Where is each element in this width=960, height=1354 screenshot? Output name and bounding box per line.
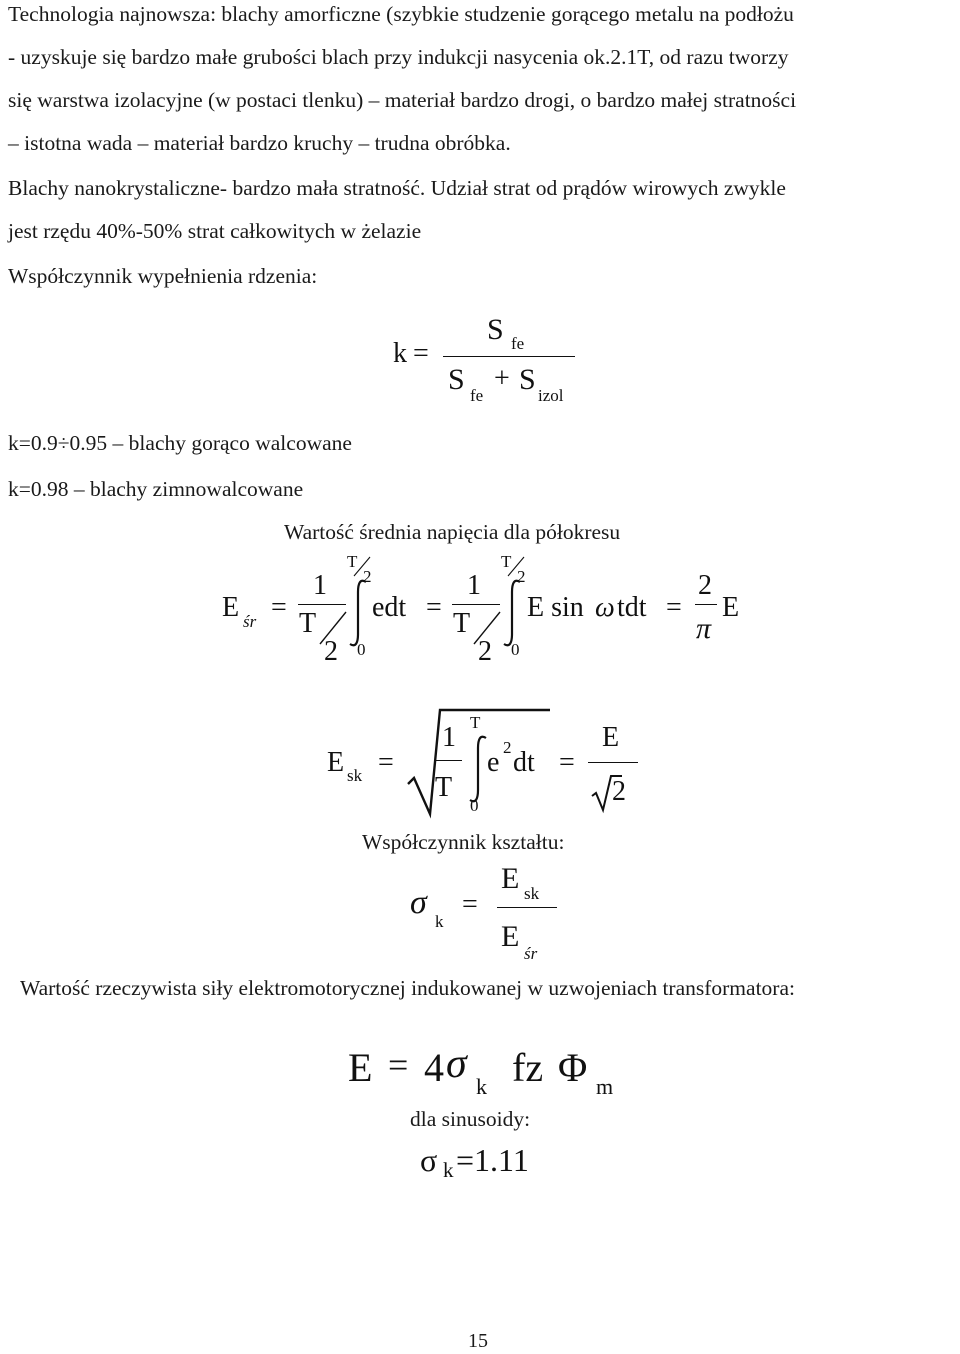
note-cold-rolled: k=0.98 – blachy zimnowalcowane [8,477,304,501]
E-sk-sub: sk [347,766,363,785]
E-sk-symbol: E [327,747,345,778]
sinusoid-sigma: σ [420,1142,438,1178]
sigma-sub-k: k [435,912,444,931]
shape-num-E: E [501,862,520,895]
integral1-lower: 0 [357,640,366,659]
sinusoid-label: dla sinusoidy: [410,1107,531,1131]
E-symbol: E [222,592,240,623]
result-fraction-line [695,604,717,605]
emf-E: E [348,1045,373,1090]
frac2-line [452,604,500,605]
rms-equals-1: = [378,747,394,778]
rms-integral-lower: 0 [470,796,479,815]
frac1-T: T [299,608,317,639]
frac1-two: 2 [324,636,338,667]
rms-result-E: E [602,722,620,753]
rms-e-squared: 2 [503,738,512,757]
result-numerator-2: 2 [698,570,712,601]
frac1-line [298,604,346,605]
frac2-T: T [453,608,471,639]
shape-factor-heading: Współczynnik kształtu: [362,830,565,854]
frac2-two: 2 [478,636,492,667]
integral2-upper-2: 2 [517,567,526,586]
emf-sub-k: k [476,1074,487,1099]
rms-frac-line [434,760,462,761]
pi-symbol: π [696,612,712,645]
shape-den-sub: śr [524,944,538,963]
E-sub-sr: śr [243,612,257,631]
rms-result-line [588,762,638,763]
rms-frac-T: T [435,772,453,803]
equals-sign: = [413,338,429,369]
paragraph-1-line-4: – istotna wada – materiał bardzo kruchy – trudna obróbka. [8,131,511,155]
integral1-upper-2: 2 [363,567,372,586]
denominator-S-fe: S [448,363,465,396]
integral2-upper-T: T [501,552,512,571]
mean-value-heading: Wartość średnia napięcia dla półokresu [284,520,621,544]
emf-equals: = [388,1045,409,1085]
denominator-sub-izol: izol [538,386,564,405]
denominator-sub-fe: fe [470,386,484,405]
rms-e: e [487,747,500,778]
emf-sigma: σ [446,1041,467,1087]
equals-1: = [271,592,287,623]
shape-fraction-line [497,907,557,908]
emf-sub-m: m [596,1074,614,1099]
emf-phi: Φ [558,1045,588,1090]
sinusoid-number: =1.11 [456,1142,529,1178]
emf-heading: Wartość rzeczywista siły elektromotorycznej indukowanej w uzwojeniach transformatora: [20,976,795,1000]
emf-four: 4 [424,1045,444,1090]
k-symbol: k [393,338,407,369]
equals-2: = [426,592,442,623]
note-hot-rolled: k=0.9÷0.95 – blachy gorąco walcowane [8,431,352,455]
rms-result-2: 2 [612,776,626,807]
plus-sign: + [494,363,510,394]
paragraph-2-line-2: jest rzędu 40%-50% strat całkowitych w żelazie [8,219,422,243]
frac2-one: 1 [467,570,481,601]
denominator-S-izol: S [519,363,536,396]
emf-fz: fz [512,1045,544,1090]
frac1-one: 1 [313,570,327,601]
integral2-lower: 0 [511,640,520,659]
fill-factor-heading: Współczynnik wypełnienia rdzenia: [8,264,318,288]
paragraph-1-line-2: - uzyskuje się bardzo małe grubości blach przy indukcji nasycenia ok.2.1T, od razu tworzy [8,45,789,69]
rms-equals-2: = [559,747,575,778]
shape-equals: = [462,889,478,920]
numerator-sub-fe: fe [511,334,525,353]
integrand-edt: edt [372,592,407,623]
integrand-tdt: tdt [617,592,647,623]
shape-den-E: E [501,920,520,953]
sigma-symbol: σ [410,884,427,921]
paragraph-2-line-1: Blachy nanokrystaliczne- bardzo mała stratność. Udział strat od prądów wirowych zwykle [8,176,786,200]
rms-frac-one: 1 [442,722,456,753]
fraction-line [443,356,575,357]
rms-integral-upper: T [470,713,481,732]
paragraph-1-line-3: się warstwa izolacyjne (w postaci tlenku) – materiał bardzo drogi, o bardzo małej stratności [8,88,797,112]
sinusoid-sub-k: k [443,1158,454,1182]
integrand-Esin: E sin [527,592,584,623]
shape-num-sub: sk [524,884,540,903]
omega-symbol: ω [595,592,615,623]
result-E: E [722,592,740,623]
page-number: 15 [468,1330,488,1352]
equals-3: = [666,592,682,623]
paragraph-1-line-1: Technologia najnowsza: blachy amorficzne (szybkie studzenie gorącego metalu na podłożu [8,2,794,26]
integral1-upper-T: T [347,552,358,571]
rms-dt: dt [513,747,535,778]
numerator-S: S [487,313,504,346]
